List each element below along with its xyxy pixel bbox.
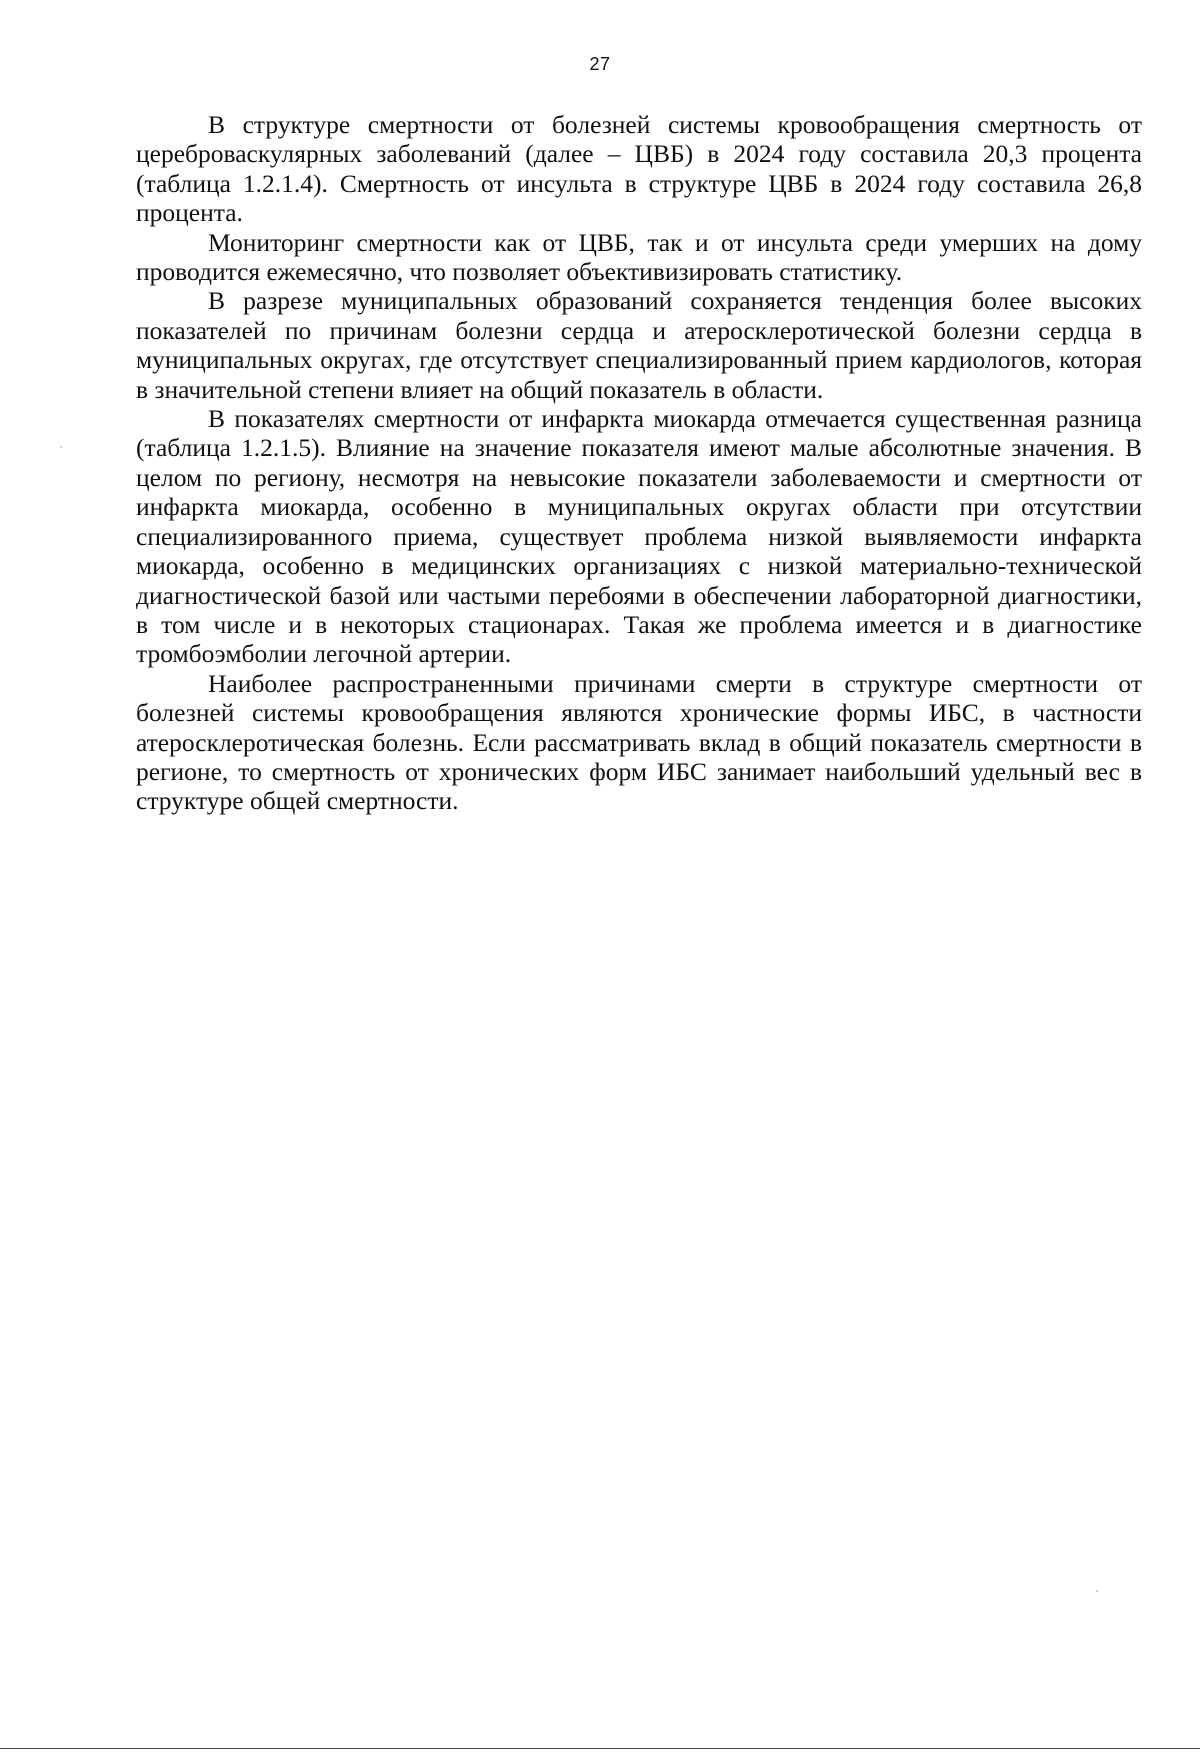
scan-bottom-edge — [0, 1748, 1200, 1749]
page-number: 27 — [589, 54, 611, 74]
document-body — [136, 110, 1142, 816]
paragraph-myocardial-infarction: В показателях смертности от инфаркта миокарда отмечается существенная разница (таблица 1.2.1.5). Влияние на значение показателя имеют малые абсолютные значения. В целом по региону, несмотря на невысокие показатели заболеваемости и смертности от инфаркта миокарда, особенно в муниципальных округах области при отсутствии специализированного приема, существует проблема низкой выявляемости инфаркта миокарда, особенно в медицинских организациях с низкой материально-технической диагностической базой или частыми перебоями в обеспечении лабораторной диагностики, в том числе и в некоторых стационарах. Такая же проблема имеется и в диагностике тромбоэмболии легочной артерии. — [136, 404, 1142, 669]
paragraph-monitoring: Мониторинг смертности как от ЦВБ, так и от инсульта среди умерших на дому проводится ежемесячно, что позволяет объективизировать статистику. — [136, 227, 1142, 287]
paragraph-municipal-trends: В разрезе муниципальных образований сохраняется тенденция более высоких показателей по причинам болезни сердца и атеросклеротической болезни сердца в муниципальных округах, где отсутствует специализированный прием кардиологов, которая в значительной степени влияет на общий показатель в области. — [136, 286, 1142, 404]
paragraph-circulatory-mortality: В структуре смертности от болезней системы кровообращения смертность от цереброваскулярных заболеваний (далее – ЦВБ) в 2024 году составила 20,3 процента (таблица 1.2.1.4). Смертность от инсульта в структуре ЦВБ в 2024 году составила 26,8 процента. — [136, 110, 1142, 228]
scan-speck — [1096, 1590, 1098, 1592]
paragraph-ihd-causes: Наиболее распространенными причинами смерти в структуре смертности от болезней системы кровообращения являются хронические формы ИБС, в частности атеросклеротическая болезнь. Если рассматривать вклад в общий показатель смертности в регионе, то смертность от хронических форм ИБС занимает наибольший удельный вес в структуре общей смертности. — [136, 668, 1142, 816]
scan-speck — [60, 446, 62, 448]
